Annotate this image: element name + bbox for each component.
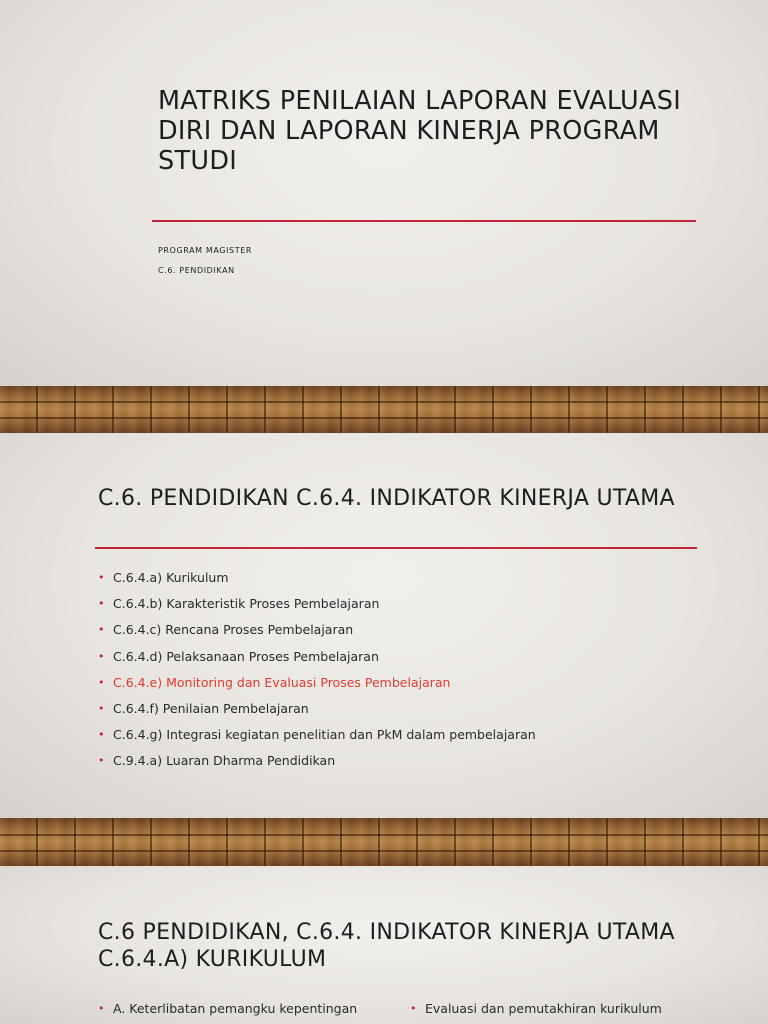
- list-item: [98, 591, 536, 617]
- bullet-icon: •: [98, 597, 105, 611]
- indicator-list: [98, 565, 536, 775]
- wood-floor-strip: [0, 818, 768, 866]
- bullet-icon: •: [98, 675, 105, 689]
- list-item: [98, 722, 536, 748]
- subtitle-section: C.6. PENDIDIKAN: [158, 266, 235, 275]
- list-item: [98, 617, 536, 643]
- list-item-text: C.6.4.f) Penilaian Pembelajaran: [113, 701, 309, 717]
- bullet-icon: •: [98, 702, 105, 716]
- heading-divider: [95, 547, 697, 549]
- slide-title: [0, 0, 768, 386]
- bullet-icon: •: [410, 1002, 417, 1015]
- right-column-list: [410, 1000, 662, 1018]
- bullet-icon: •: [98, 649, 105, 663]
- list-item-text: C.6.4.b) Karakteristik Proses Pembelajaran: [113, 596, 380, 612]
- list-item-text: C.6.4.g) Integrasi kegiatan penelitian dan PkM dalam pembelajaran: [113, 727, 536, 743]
- bullet-icon: •: [98, 1002, 105, 1015]
- slide-kurikulum: [0, 866, 768, 1024]
- list-item-text: C.6.4.c) Rencana Proses Pembelajaran: [113, 622, 354, 638]
- bullet-icon: •: [98, 754, 105, 768]
- subtitle-program: PROGRAM MAGISTER: [158, 246, 253, 255]
- left-column-list: [98, 1000, 357, 1018]
- bullet-icon: •: [98, 623, 105, 637]
- title-divider: [152, 220, 696, 222]
- bullet-icon: •: [98, 571, 105, 584]
- list-item: [98, 748, 536, 774]
- list-item-text: C.6.4.a) Kurikulum: [113, 570, 229, 585]
- slide-heading: C.6 PENDIDIKAN, C.6.4. INDIKATOR KINERJA UTAMA C.6.4.A) KURIKULUM: [98, 920, 675, 972]
- slide-indicators: [0, 433, 768, 818]
- list-item-text: Evaluasi dan pemutakhiran kurikulum: [425, 1001, 662, 1016]
- wood-floor-strip: [0, 386, 768, 433]
- list-item-text: C.6.4.e) Monitoring dan Evaluasi Proses Pembelajaran: [113, 674, 451, 690]
- list-item: [98, 644, 536, 670]
- list-item-text: C.9.4.a) Luaran Dharma Pendidikan: [113, 753, 336, 769]
- bullet-icon: •: [98, 728, 105, 742]
- slide-title-heading: MATRIKS PENILAIAN LAPORAN EVALUASI DIRI DAN LAPORAN KINERJA PROGRAM STUDI: [158, 86, 682, 176]
- list-item-text: A. Keterlibatan pemangku kepentingan: [113, 1001, 358, 1016]
- list-item: [410, 1000, 662, 1018]
- list-item: [98, 696, 536, 722]
- list-item: [98, 565, 536, 591]
- list-item: [98, 1000, 357, 1018]
- list-item-highlighted: [98, 670, 536, 696]
- slide-heading: C.6. PENDIDIKAN C.6.4. INDIKATOR KINERJA UTAMA: [98, 486, 675, 511]
- list-item-text: C.6.4.d) Pelaksanaan Proses Pembelajaran: [113, 648, 379, 664]
